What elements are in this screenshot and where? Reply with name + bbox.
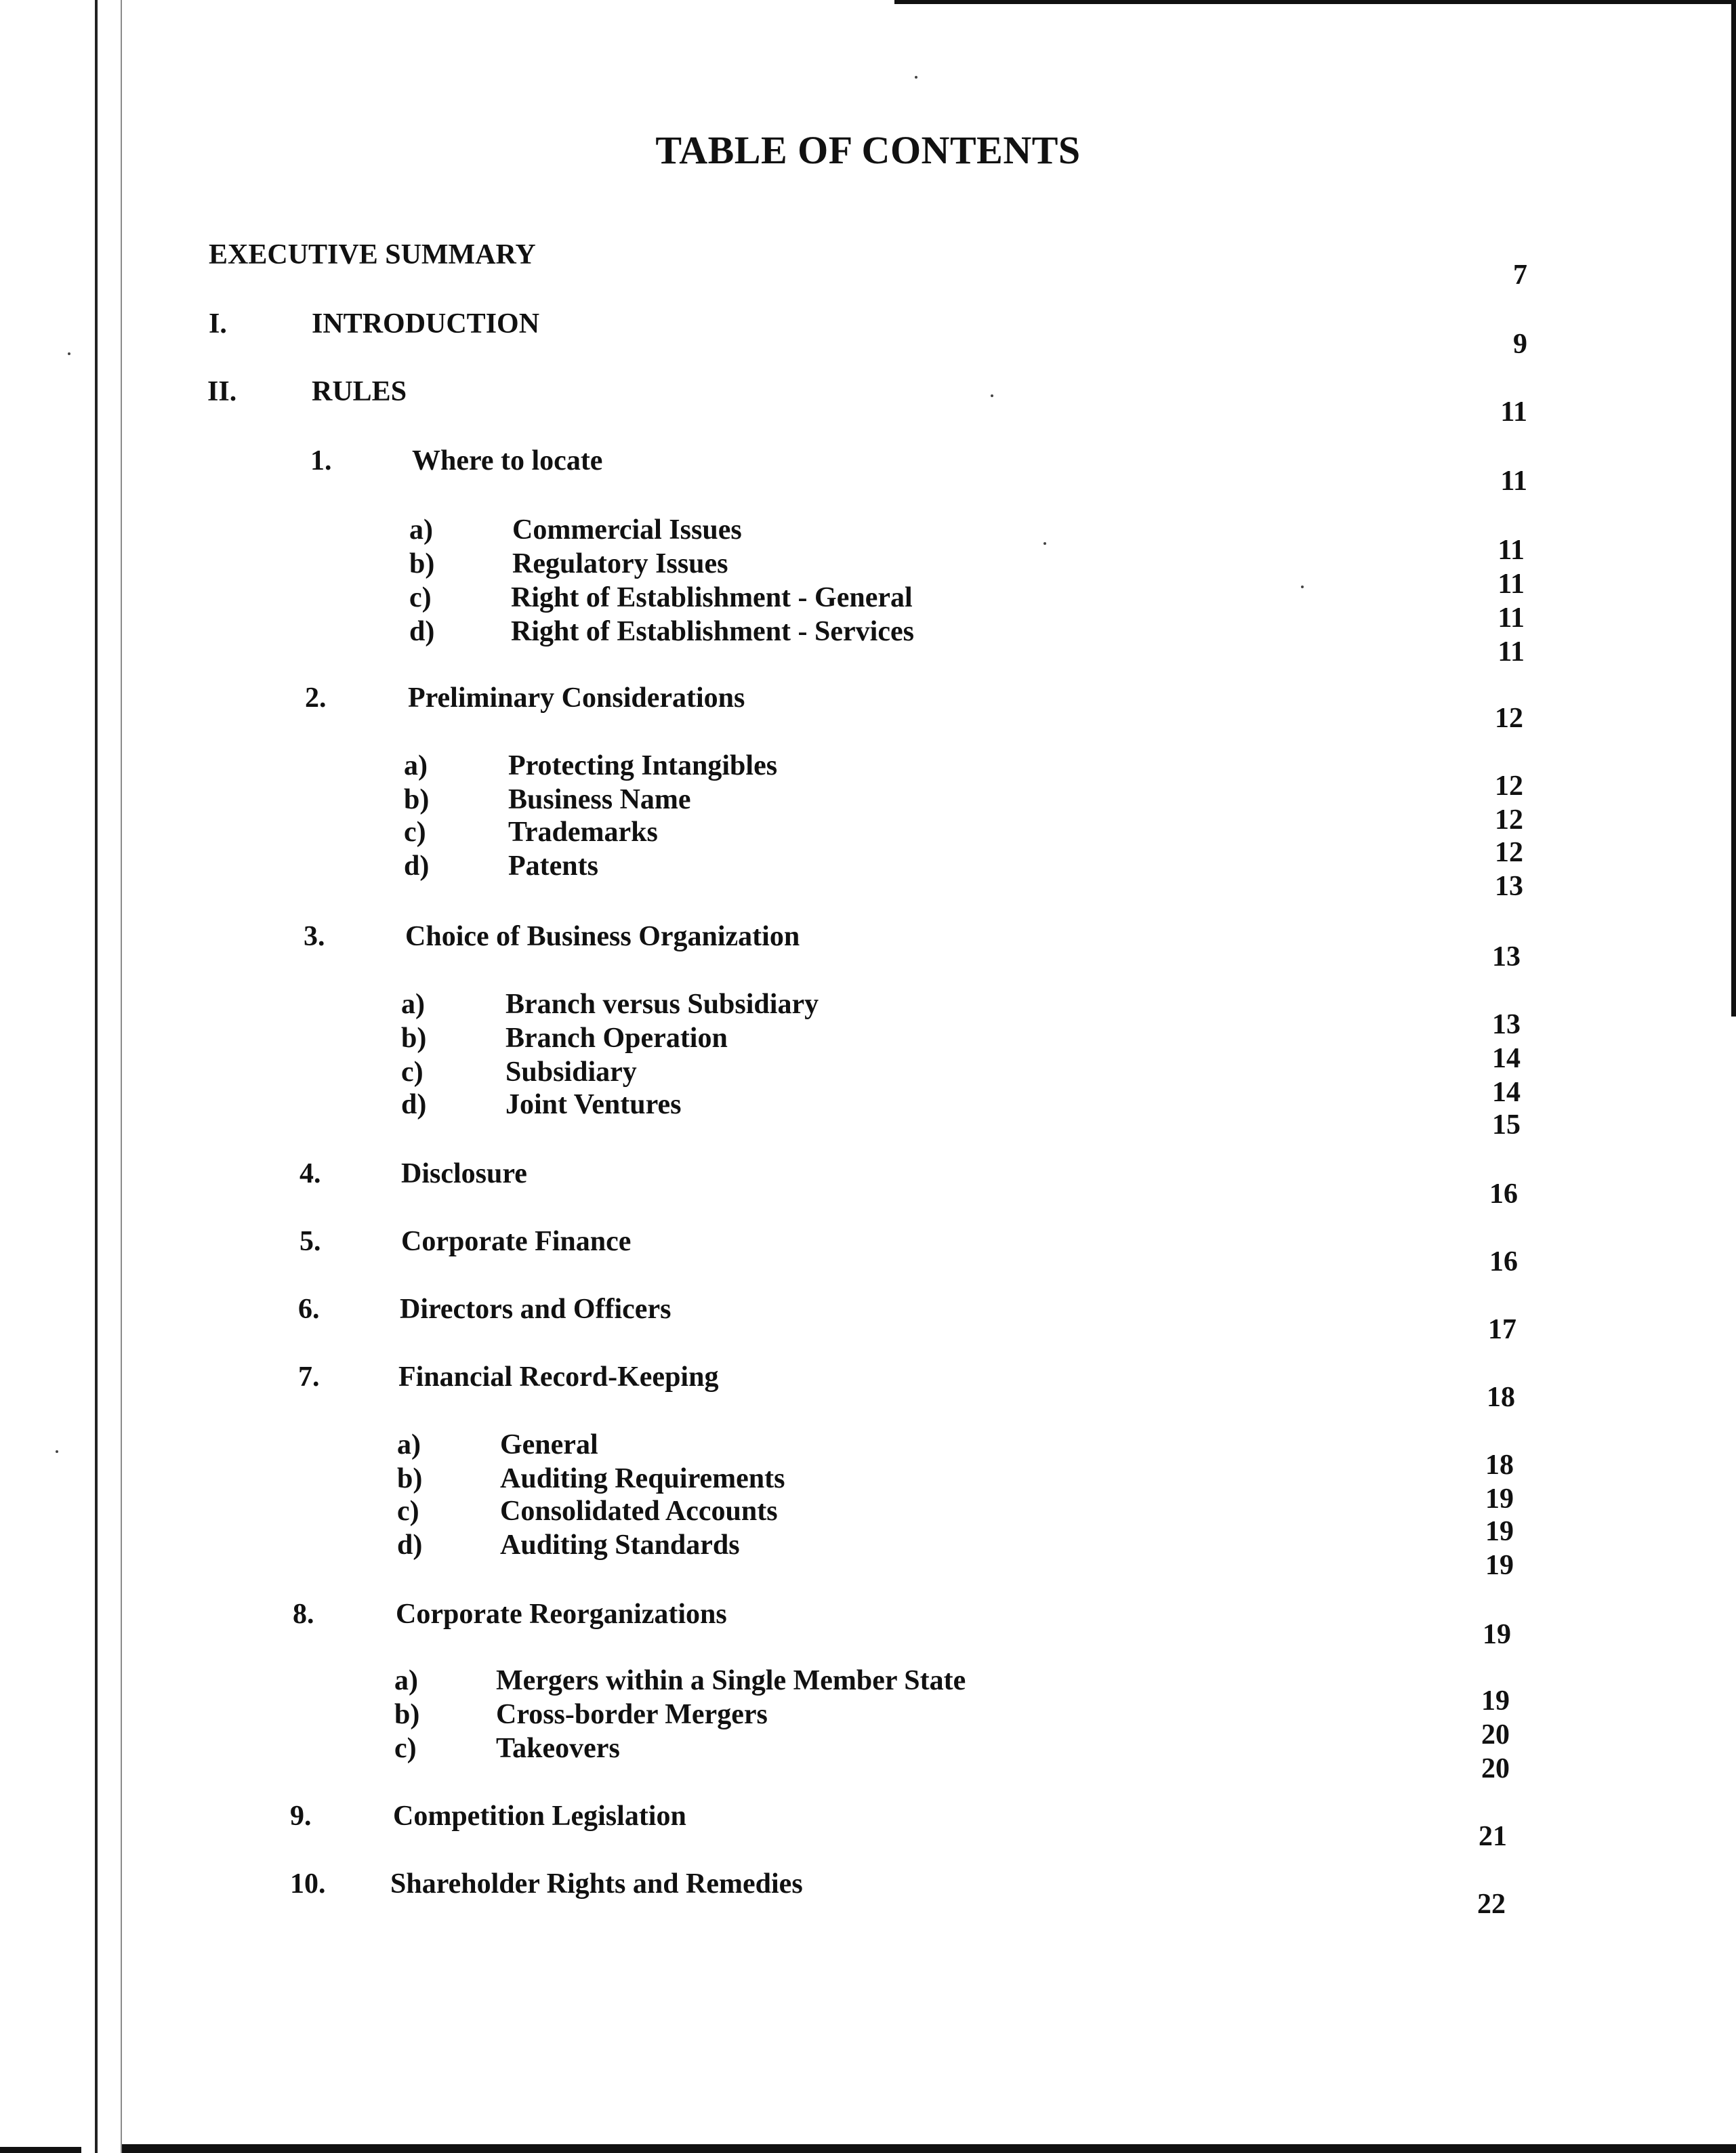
toc-entry-page-number: 11 [1500,466,1527,497]
toc-entry [0,1289,1736,1345]
toc-entry [0,916,1736,972]
toc-entry-title: Corporate Finance [401,1226,632,1257]
toc-entry-title: Commercial Issues [512,514,742,546]
toc-entry-number: 6. [298,1294,320,1325]
toc-entry-page-number: 7 [1513,260,1527,291]
toc-entry [0,371,1736,428]
toc-entry-page-number: 16 [1489,1246,1518,1277]
toc-entry [0,304,1736,360]
toc-entry-title: Corporate Reorganizations [396,1599,727,1630]
toc-entry-page-number: 11 [1497,602,1525,634]
toc-entry-page-number: 11 [1497,569,1525,600]
toc-entry-page-number: 19 [1485,1550,1514,1581]
toc-entry-page-number: 15 [1492,1109,1521,1141]
toc-entry-title: Preliminary Considerations [408,682,745,714]
toc-entry-page-number: 19 [1483,1619,1511,1650]
toc-entry-number: b) [409,548,435,579]
toc-entry-title: Directors and Officers [400,1294,671,1325]
toc-entry-page-number: 14 [1492,1043,1521,1074]
toc-entry-number: b) [404,784,430,815]
toc-entry-page-number: 11 [1500,396,1527,428]
toc-entry [0,1084,1736,1141]
toc-entry-number: c) [394,1733,417,1764]
toc-entry-number: d) [404,850,430,882]
toc-entry [0,234,1736,291]
toc-entry-title: Branch Operation [505,1023,728,1054]
toc-entry-page-number: 21 [1479,1821,1507,1852]
toc-entry-number: 7. [298,1361,320,1393]
page-title: TABLE OF CONTENTS [655,128,1081,172]
toc-entry-number: II. [207,376,237,407]
toc-entry-page-number: 12 [1495,837,1523,868]
toc-entry-page-number: 12 [1495,771,1523,802]
toc-entry [0,1357,1736,1413]
toc-entry-page-number: 14 [1492,1077,1521,1108]
toc-entry-page-number: 18 [1487,1382,1515,1413]
toc-entry [0,1153,1736,1210]
toc-entry-title: Right of Establishment - General [511,582,913,613]
toc-entry-title: Consolidated Accounts [500,1496,778,1527]
toc-entry [0,611,1736,668]
toc-entry-title: RULES [312,376,407,407]
toc-entry-title: Regulatory Issues [512,548,728,579]
toc-entry-number: 10. [290,1868,326,1900]
toc-entry-title: Competition Legislation [393,1801,686,1832]
toc-entry-number: 8. [293,1599,314,1630]
toc-entry-number: 3. [304,921,325,952]
toc-entry-number: c) [404,817,426,848]
scan-edge-bottom-left [0,2147,81,2153]
toc-entry-page-number: 19 [1485,1483,1514,1515]
toc-entry-page-number: 19 [1481,1685,1510,1717]
toc-entry-title: Right of Establishment - Services [511,616,914,647]
toc-entry-title: Patents [508,850,598,882]
toc-entry-number: d) [397,1530,423,1561]
toc-entry-page-number: 9 [1513,329,1527,360]
toc-entry-page-number: 22 [1477,1889,1506,1920]
toc-entry-title: Business Name [508,784,691,815]
toc-entry [0,1594,1736,1650]
toc-entry-title: Auditing Requirements [500,1463,785,1494]
toc-entry-title: Disclosure [401,1158,527,1189]
toc-entry-number: b) [394,1699,420,1730]
toc-entry-title: Shareholder Rights and Remedies [390,1868,803,1900]
toc-entry-number: c) [397,1496,419,1527]
toc-entry-title: Financial Record-Keeping [398,1361,719,1393]
toc-entry-page-number: 11 [1497,535,1525,566]
toc-entry-page-number: 13 [1492,941,1521,972]
toc-entry-number: 2. [305,682,327,714]
toc-entry-number: a) [397,1429,421,1460]
toc-entry [0,1221,1736,1277]
toc-entry-title: Cross-border Mergers [496,1699,768,1730]
toc-entry-number: I. [209,308,227,340]
toc-entry-number: a) [409,514,433,546]
toc-entry-title: Protecting Intangibles [508,750,778,781]
toc-entry-number: a) [401,989,425,1020]
toc-entry-page-number: 11 [1497,636,1525,668]
toc-entry [0,678,1736,734]
scan-speck [68,352,70,355]
toc-entry-title: Choice of Business Organization [405,921,800,952]
toc-entry [0,1525,1736,1581]
toc-entry-page-number: 17 [1488,1314,1516,1345]
toc-entry-title: Takeovers [496,1733,620,1764]
toc-entry-title: Auditing Standards [500,1530,740,1561]
toc-entry [0,1728,1736,1784]
toc-entry-page-number: 20 [1481,1719,1510,1750]
scan-edge-top [894,0,1736,4]
toc-entry-title: Joint Ventures [505,1089,682,1120]
toc-entry-title: General [500,1429,598,1460]
toc-entry-title: INTRODUCTION [312,308,540,340]
toc-entry-number: a) [404,750,428,781]
toc-entry-page-number: 19 [1485,1516,1514,1547]
toc-entry-page-number: 13 [1492,1009,1521,1040]
toc-entry-page-number: 16 [1489,1178,1518,1210]
toc-entry-title: EXECUTIVE SUMMARY [209,239,536,270]
toc-entry-title: Trademarks [508,817,658,848]
scan-speck [915,76,917,79]
toc-entry-number: 5. [299,1226,321,1257]
toc-entry-number: 1. [310,445,332,476]
toc-entry-number: d) [409,616,435,647]
toc-entry-number: b) [401,1023,427,1054]
toc-entry-page-number: 20 [1481,1753,1510,1784]
toc-entry-number: 4. [299,1158,321,1189]
toc-entry-title: Mergers within a Single Member State [496,1665,966,1696]
toc-entry-title: Branch versus Subsidiary [505,989,819,1020]
toc-entry [0,1796,1736,1852]
toc-entry-number: c) [401,1057,423,1088]
toc-entry [0,1864,1736,1920]
toc-entry-number: b) [397,1463,423,1494]
toc-entry-number: 9. [290,1801,312,1832]
toc-entry-page-number: 12 [1495,804,1523,836]
toc-entry [0,440,1736,497]
toc-entry-page-number: 12 [1495,703,1523,734]
toc-entry-number: a) [394,1665,418,1696]
toc-entry-title: Subsidiary [505,1057,637,1088]
toc-entry-number: c) [409,582,432,613]
scan-edge-bottom [122,2144,1736,2153]
toc-entry-page-number: 13 [1495,871,1523,902]
toc-entry-title: Where to locate [412,445,603,476]
toc-entry [0,846,1736,902]
toc-entry-number: d) [401,1089,427,1120]
toc-entry-page-number: 18 [1485,1450,1514,1481]
